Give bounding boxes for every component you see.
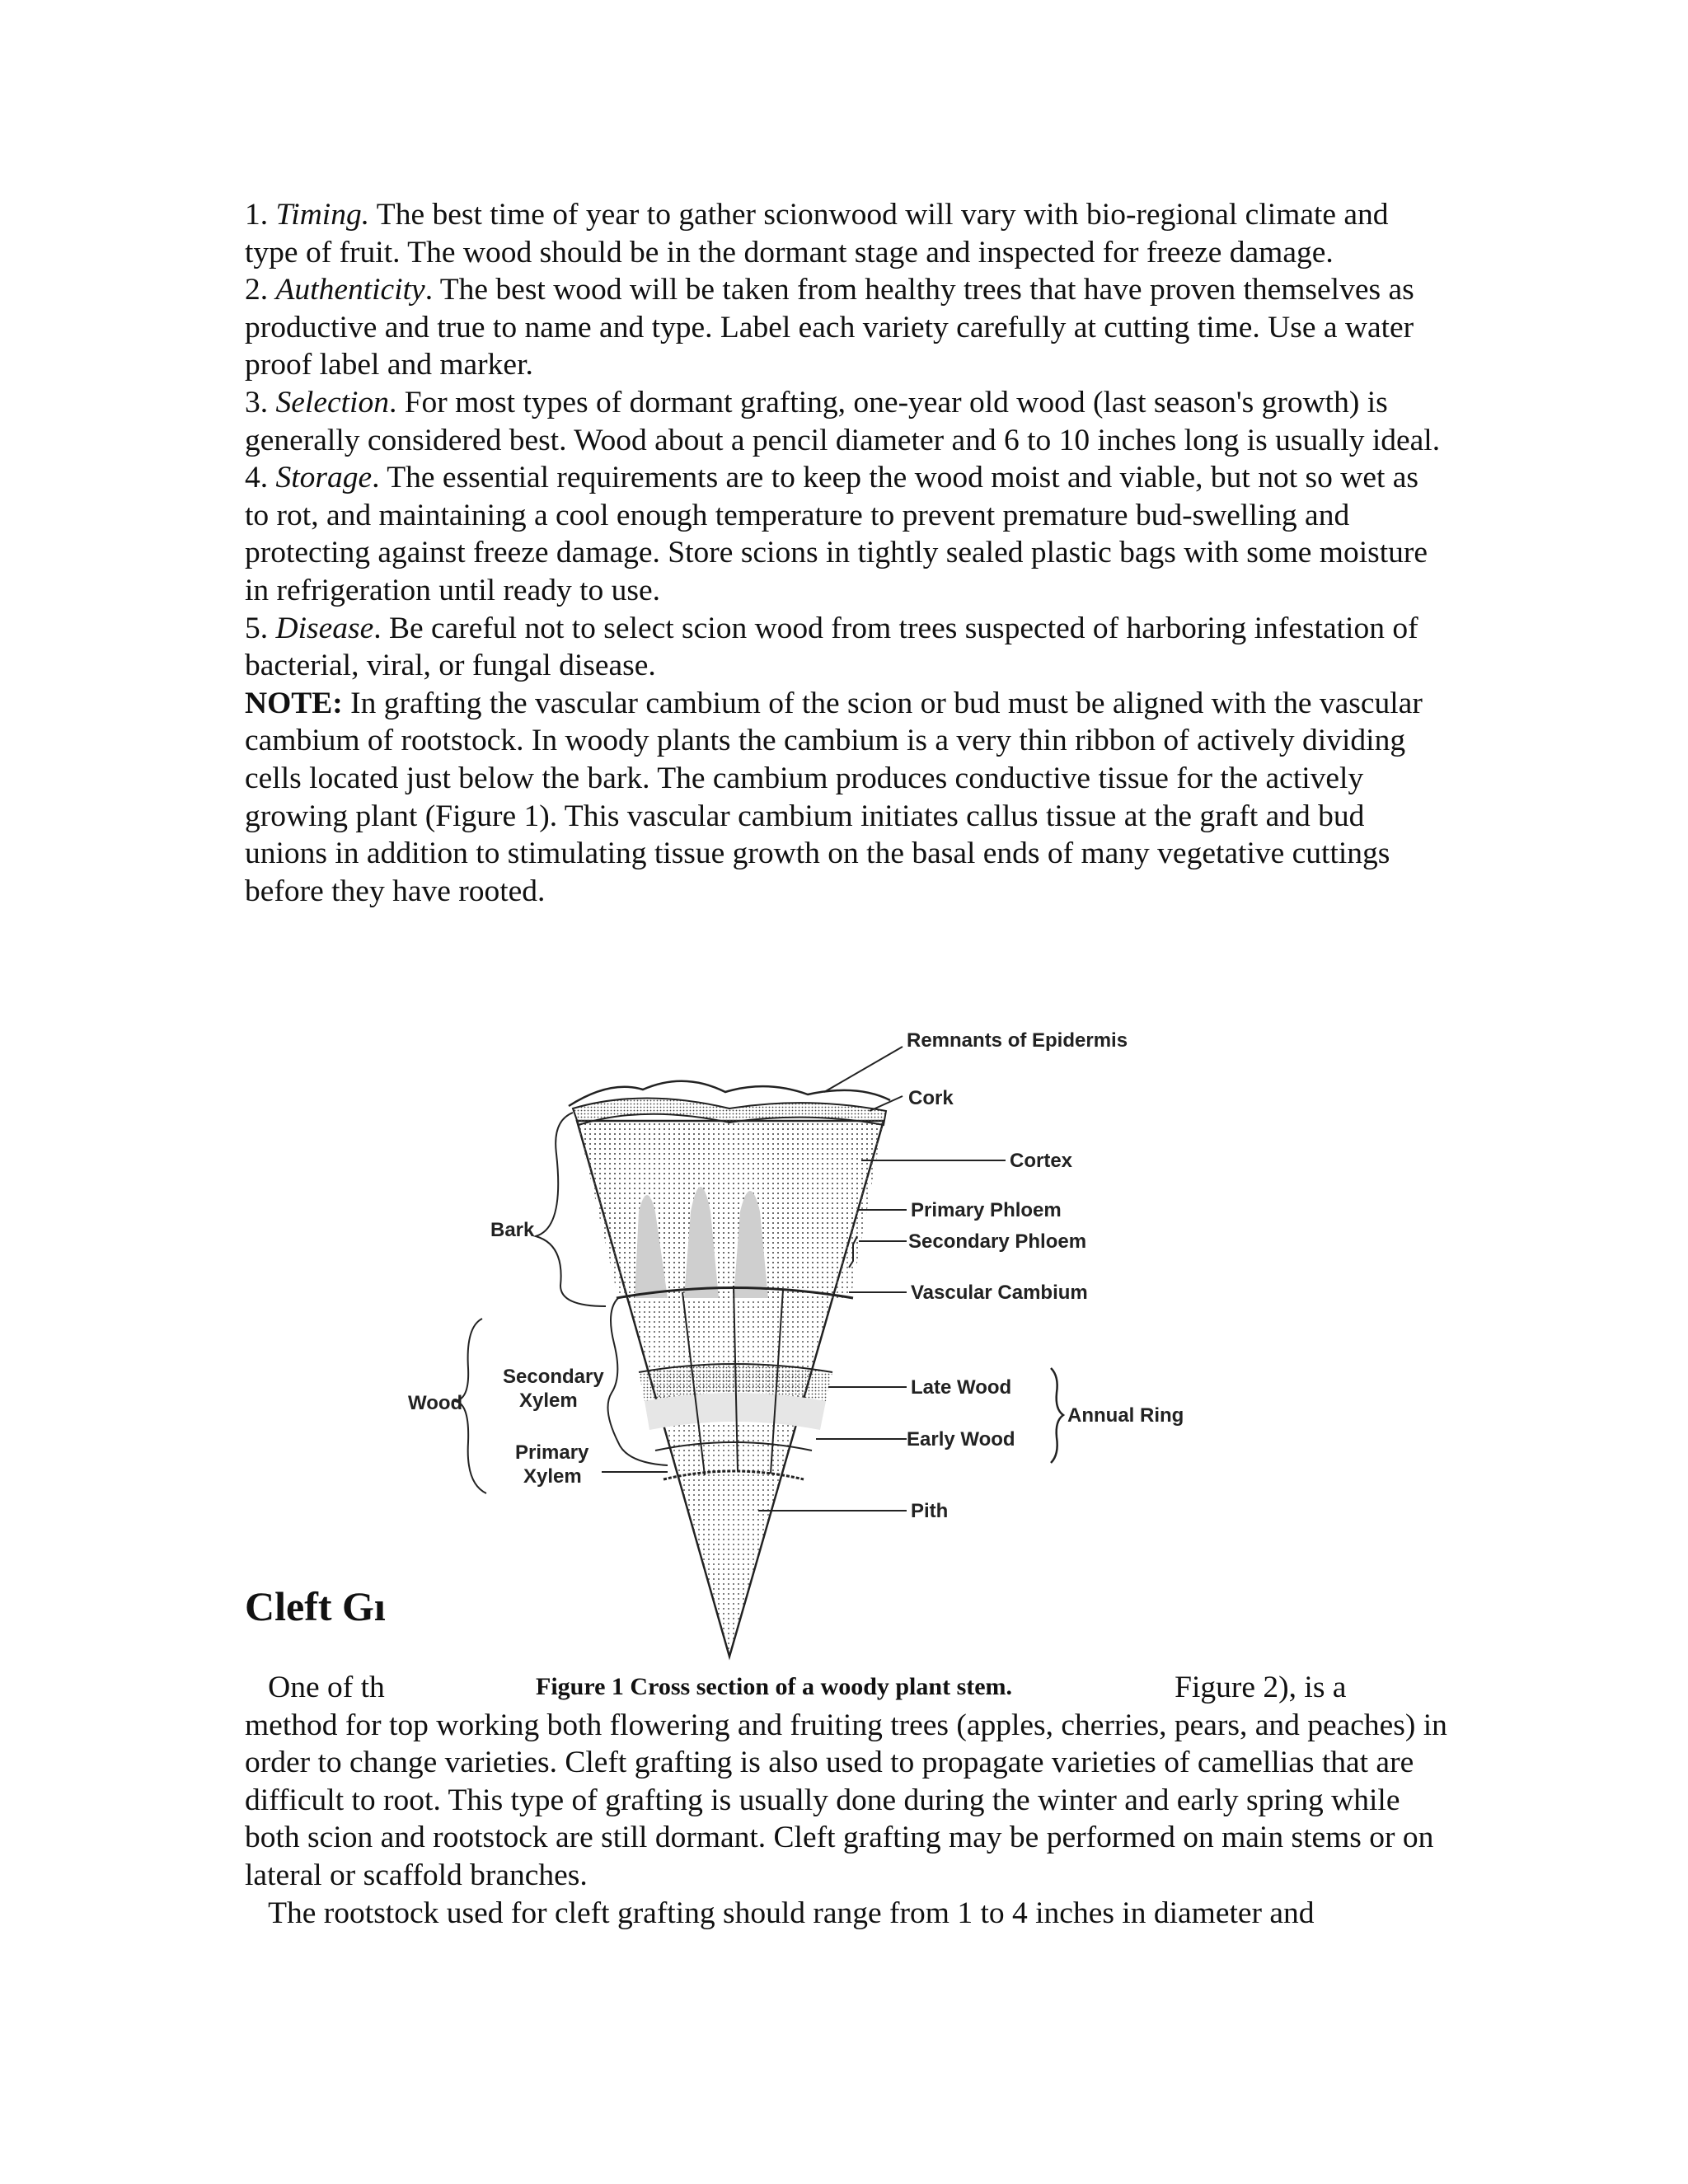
item-term: Authenticity (275, 273, 425, 307)
paragraph: method for top working both flowering and fruiting trees (apples, cherries, pears, and peaches) in order to change varieties. Cleft grafting is also used to propagate varieties of camellias that are difficult to root. This type of grafting is usually done during the winter and early spring while both scion and rootstock are still dormant. Cleft grafting may be performed on main stems or on lateral or scaffold branches. (245, 1708, 1447, 1892)
stem-cross-section-figure (396, 1014, 1220, 1673)
item-term: Storage (275, 461, 373, 495)
stem-diagram (396, 1014, 1220, 1673)
note-paragraph: NOTE: In grafting the vascular cambium of the scion or bud must be aligned with the vascular cambium of rootstock. In woody plants the cambium is a very thin ribbon of actively dividing cells located just below the bark. The cambium produces conductive tissue for the actively growing plant (Figure 1). This vascular cambium initiates callus tissue at the graft and bud unions in addition to stimulating tissue growth on the basal ends of many vegetative cuttings before they have rooted. (245, 686, 1423, 908)
item-term: Disease (275, 611, 374, 645)
pith-label: Pith (911, 1500, 949, 1522)
secondary-xylem-label-2: Xylem (519, 1390, 578, 1412)
first-line-right: Figure 2), is a (1175, 1671, 1347, 1704)
list-item: 3. Selection. For most types of dormant grafting, one-year old wood (last season's growth) is generally considered best. Wood about a pencil diameter and 6 to 10 inches long is usually ideal. (245, 385, 1441, 457)
annual-ring-label: Annual Ring (1067, 1404, 1184, 1427)
list-item: 4. Storage. The essential requirements are to keep the wood moist and viable, but not so wet as to rot, and maintaining a cool enough temperature to prevent premature bud-swelling and protecting against freeze damage. Store scions in tightly sealed plastic bags with some moisture in refrigeration until ready to use. (245, 461, 1428, 607)
section-heading: Cleft Gı (245, 1583, 386, 1629)
bark-region (577, 1121, 884, 1298)
list-item: 2. Authenticity. The best wood will be taken from healthy trees that have proven themselves as productive and true to name and type. Label each variety carefully at cutting time. Use a water proof label and marker. (245, 273, 1414, 382)
bark-label: Bark (490, 1219, 535, 1241)
late-wood-label: Late Wood (911, 1376, 1012, 1399)
cortex-label: Cortex (1010, 1150, 1073, 1172)
wood-label: Wood (408, 1392, 463, 1414)
primary-xylem-label-2: Xylem (523, 1465, 582, 1488)
figure-caption: Figure 1 Cross section of a woody plant stem. (536, 1673, 1013, 1700)
epidermis-pointer (824, 1047, 903, 1092)
first-line-left: One of th (268, 1671, 385, 1704)
section-body (245, 1669, 1448, 1932)
annual-ring-brace (1051, 1368, 1063, 1463)
secondary-xylem-label: Secondary (503, 1366, 604, 1388)
vascular-cambium-label: Vascular Cambium (911, 1282, 1088, 1304)
body-text (245, 196, 1448, 910)
epidermis-label: Remnants of Epidermis (907, 1029, 1128, 1052)
primary-xylem-label: Primary (515, 1441, 589, 1464)
note-label: NOTE: (245, 686, 343, 720)
early-wood-label: Early Wood (907, 1428, 1015, 1451)
item-term: Selection (275, 385, 389, 419)
item-term: Timing. (275, 198, 370, 232)
paragraph: The rootstock used for cleft grafting should range from 1 to 4 inches in diameter and (268, 1896, 1315, 1930)
secondary-phloem-label: Secondary Phloem (908, 1230, 1087, 1253)
list-item: 1. Timing. The best time of year to gather scionwood will vary with bio-regional climate and type of fruit. The wood should be in the dormant stage and inspected for freeze damage. (245, 198, 1389, 269)
list-item: 5. Disease. Be careful not to select scion wood from trees suspected of harboring infestation of bacterial, viral, or fungal disease. (245, 611, 1418, 683)
cork-label: Cork (908, 1087, 954, 1109)
primary-phloem-label: Primary Phloem (911, 1199, 1062, 1221)
